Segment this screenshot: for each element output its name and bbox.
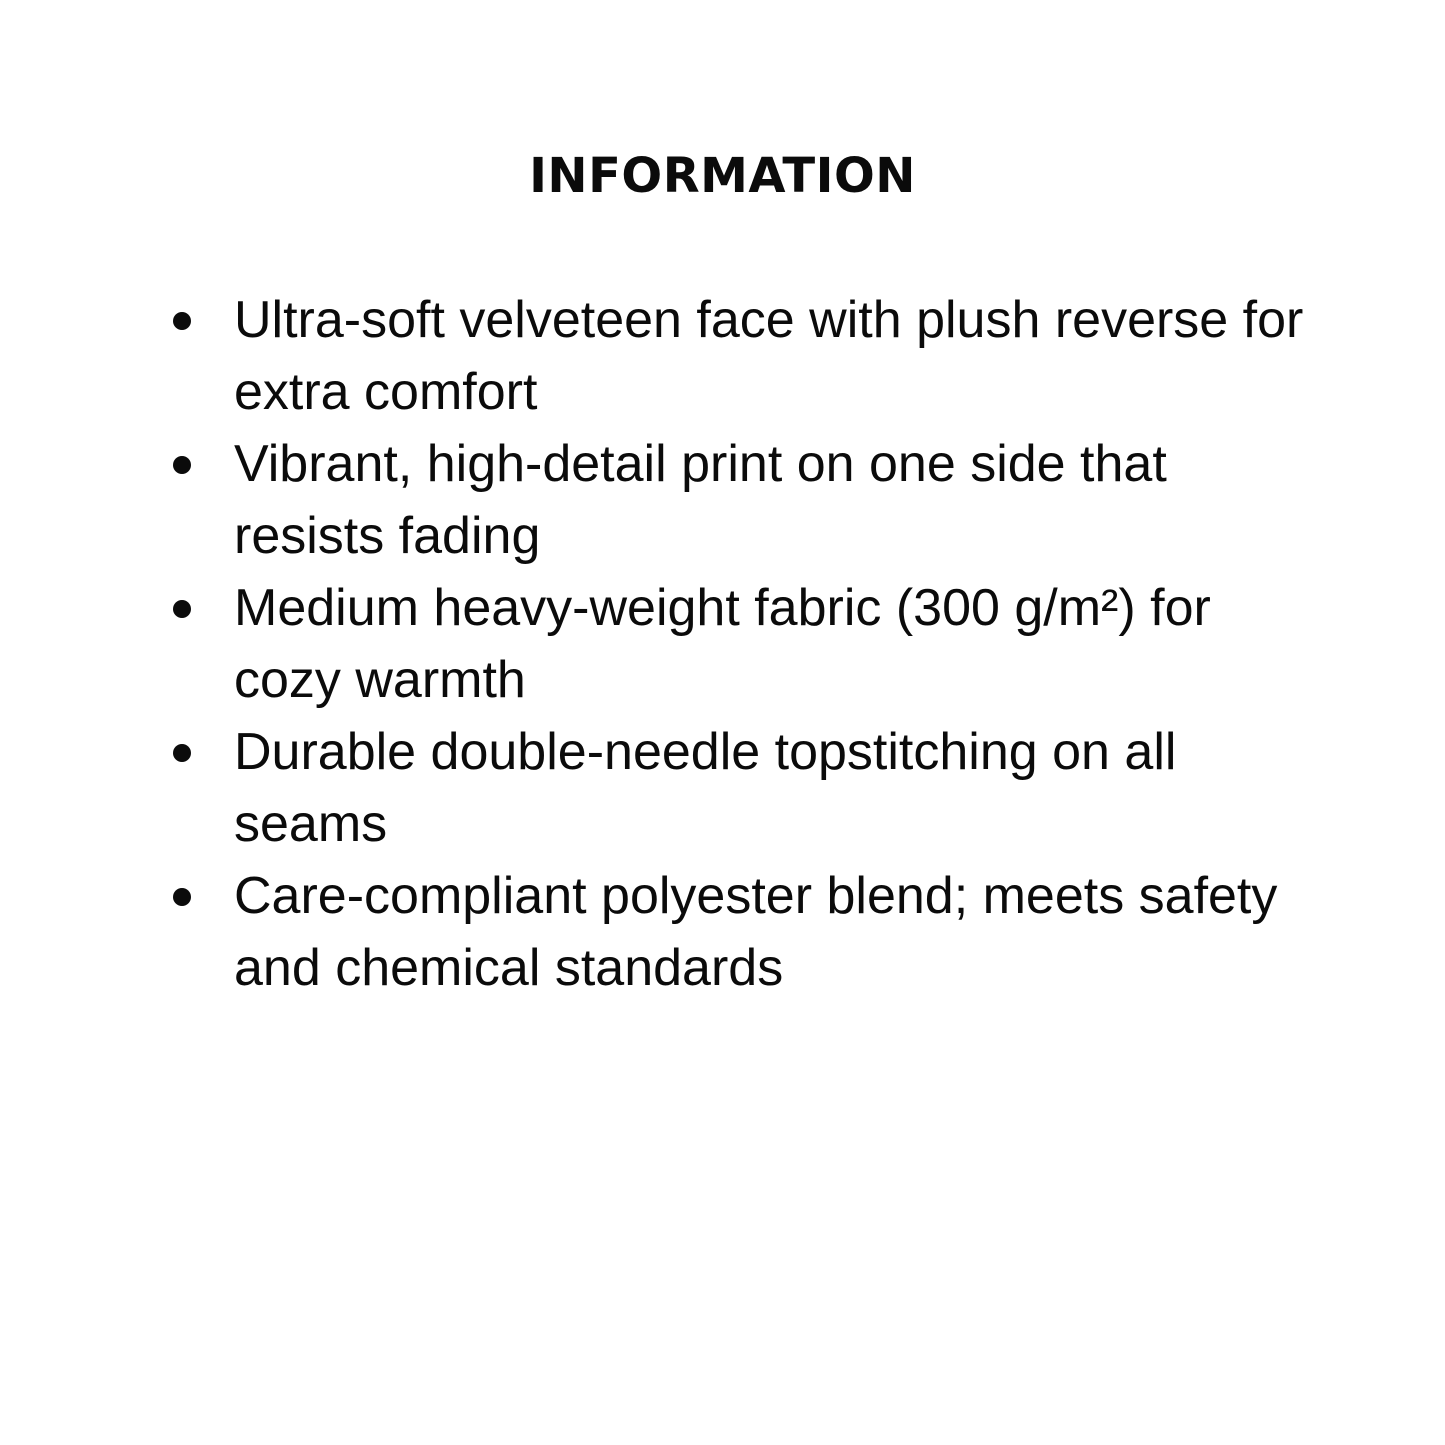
bullet-icon	[173, 600, 191, 618]
bullet-icon	[173, 888, 191, 906]
bullet-icon	[173, 456, 191, 474]
list-item	[0, 716, 1314, 860]
bullet-icon	[173, 312, 191, 330]
list-item	[0, 284, 1314, 428]
page-title: INFORMATION	[529, 148, 916, 204]
list-item-text: Vibrant, high-detail print on one side that resists fading	[234, 435, 1167, 565]
list-item-text: Medium heavy-weight fabric (300 g/m²) for cozy warmth	[234, 579, 1211, 709]
bullet-icon	[173, 744, 191, 762]
list-item	[0, 572, 1314, 716]
list-item-text: Care-compliant polyester blend; meets safety and chemical standards	[234, 867, 1278, 997]
list-item-text: Ultra-soft velveteen face with plush reverse for extra comfort	[234, 291, 1304, 421]
list-item	[0, 860, 1314, 1004]
information-list	[0, 284, 1445, 1004]
list-item	[0, 428, 1314, 572]
list-item-text: Durable double-needle topstitching on all seams	[234, 723, 1177, 853]
